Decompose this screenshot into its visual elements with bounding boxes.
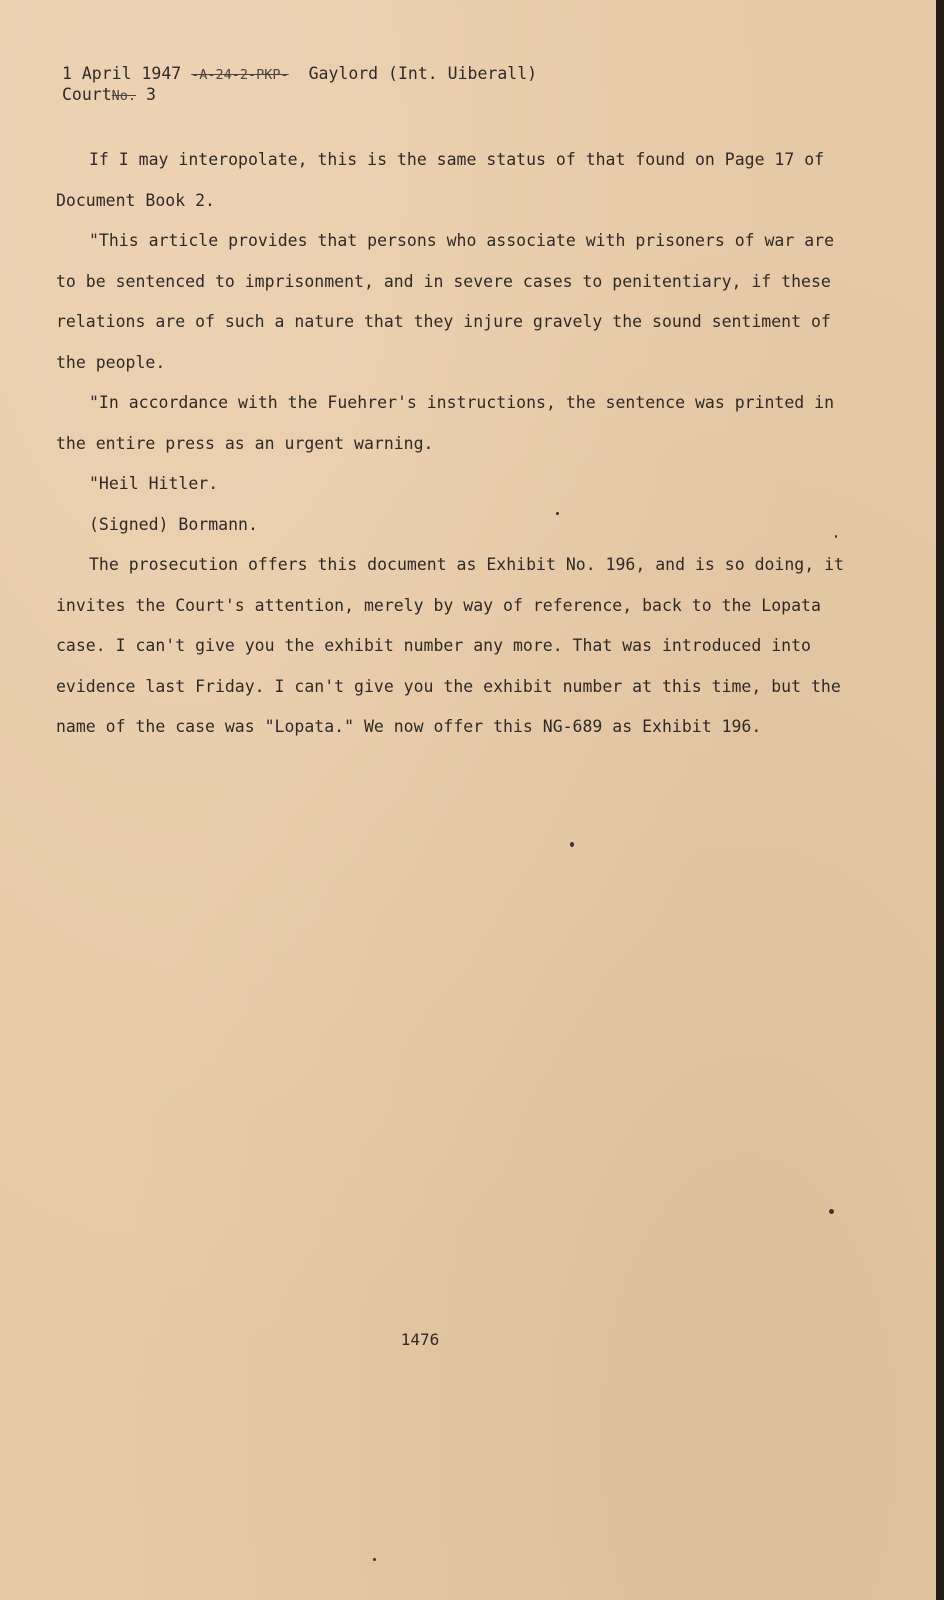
paper-speck bbox=[570, 842, 574, 847]
header-court-label: Court bbox=[62, 85, 112, 104]
scan-edge bbox=[936, 0, 944, 1600]
paragraph-interpolation: If I may interopolate, this is the same status of that found on Page 17 of Document Book 2. bbox=[56, 150, 835, 210]
paper-speck bbox=[556, 512, 559, 515]
header-court-number: 3 bbox=[146, 85, 156, 104]
page-number: 1476 bbox=[400, 1330, 440, 1349]
header-struck-reference: -A-24-2-PKP- bbox=[191, 67, 289, 83]
header-names: Gaylord (Int. Uiberall) bbox=[308, 64, 538, 83]
paragraph-article: "This article provides that persons who associate with prisoners of war are to be sentenced to imprisonment, and in severe cases to penitentiary, if these relations are of such a nature that they injure gravely the sound sentiment of the people. bbox=[56, 231, 844, 372]
paragraph-prosecution-offer: The prosecution offers this document as Exhibit No. 196, and is so doing, it invites the Court's attention, merely by way of reference, back to the Lopata case. I can't give you the exhibit number any more. That was introduced into evidence last Friday. I can't give you the exhibit number at this time, but the name of the case was "Lopata." We now offer this NG-689 as Exhibit 196. bbox=[56, 555, 854, 736]
paper-speck bbox=[373, 1558, 376, 1561]
paper-speck bbox=[835, 535, 837, 538]
paper-speck bbox=[829, 1209, 834, 1214]
document-body bbox=[56, 140, 856, 748]
paragraph-signature: (Signed) Bormann. bbox=[89, 514, 258, 534]
paragraph-fuehrer: "In accordance with the Fuehrer's instructions, the sentence was printed in the entire press as an urgent warning. bbox=[56, 393, 844, 453]
header-date: 1 April 1947 bbox=[62, 64, 182, 83]
header-struck-no: No. bbox=[111, 88, 137, 104]
paragraph-salutation: "Heil Hitler. bbox=[89, 474, 219, 493]
document-header bbox=[62, 64, 537, 106]
